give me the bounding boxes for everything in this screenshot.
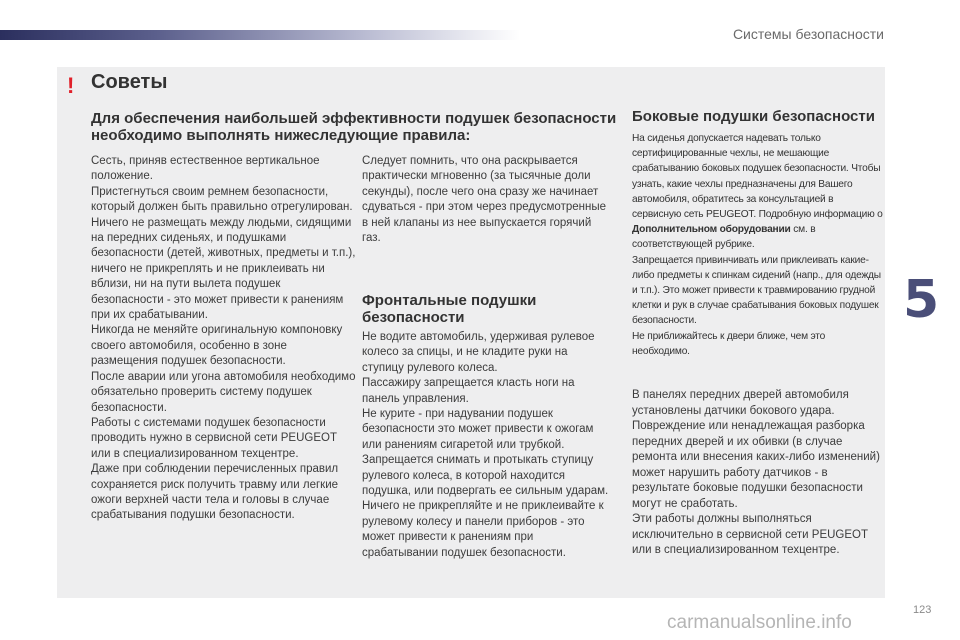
main-heading: Для обеспечения наибольшей эффективности подушек безопасности необходимо выполнять нижеследующие правила: bbox=[91, 110, 617, 144]
page-number: 123 bbox=[913, 604, 932, 616]
accessories-link-text: Дополнительном оборудовании bbox=[632, 224, 791, 236]
panel-title: Советы bbox=[91, 71, 168, 93]
side-text-part-a: На сиденья допускается надевать только сертифицированные чехлы, не мешающие срабатыванию боковых подушек безопасности. Чтобы узнать, какие чехлы предназначены для Вашего автомобиля, обратитесь за консультацией в сервисную сеть PEUGEOT. Подробную информацию о bbox=[632, 133, 883, 221]
frontal-airbags-heading: Фронтальные подушки безопасности bbox=[362, 292, 537, 326]
rules-column-2: Следует помнить, что она раскрывается практически мгновенно (за тысячные доли секунды), после чего она сразу же начинает сдуваться - при этом через предусмотренные в ней клапаны из нее выпускается горячий газ. bbox=[362, 155, 606, 245]
side-text-part-b: см. в соответствующей рубрике. Запрещается привинчивать или приклеивать какие-либо предметы к спинкам сидений (напр., для одежды и т.п.). Это может привести к травмированию грудной клетки и рук в случае срабатывания боковых подушек безопасности. Не приближайтесь к двери ближе, чем это необходимо. bbox=[632, 224, 881, 357]
section-title: Системы безопасности bbox=[732, 26, 884, 42]
side-airbags-heading: Боковые подушки безопасности bbox=[632, 108, 875, 125]
side-airbags-text bbox=[632, 131, 884, 359]
chapter-number: 5 bbox=[903, 270, 940, 330]
rules-column-1: Сесть, приняв естественное вертикальное положение. Пристегнуться своим ремнем безопасности, который должен быть правильно отрегулирован. Ничего не размещать между людьми, сидящими на передних сиденьях, и подушками безопасности (детей, животных, предметы и т.п.), ничего не прикреплять и не приклеивать ни вблизи, ни на пути вылета подушек безопасности - это может привести к ранениям при их срабатывании. Никогда не меняйте оригинальную компоновку своего автомобиля, особенно в зоне размещения подушек безопасности. После аварии или угона автомобиля необходимо обязательно проверить систему подушек безопасности. Работы с системами подушек безопасности проводить нужно в сервисной сети PEUGEOT или в специализированном техцентре. Даже при соблюдении перечисленных правил сохраняется риск получить травму или легкие ожоги верхней части тела и головы в случае срабатывания подушки безопасности. bbox=[91, 155, 356, 522]
watermark: carmanualsonline.info bbox=[667, 612, 852, 633]
warning-icon: ! bbox=[67, 73, 75, 98]
side-sensors-text: В панелях передних дверей автомобиля установлены датчики бокового удара. Повреждение или ненадлежащая разборка передних дверей и их обивки (в случае ремонта или внесения каких-либо изменений) может нарушить работу датчиков - в результате боковые подушки безопасности могут не сработать. Эти работы должны выполняться исключительно в сервисной сети PEUGEOT или в специализированном техцентре. bbox=[632, 389, 880, 556]
header-gradient-bar bbox=[0, 30, 520, 40]
frontal-airbags-text: Не водите автомобиль, удерживая рулевое колесо за спицы, и не кладите руки на ступицу рулевого колеса. Пассажиру запрещается класть ноги на панель управления. Не курите - при надувании подушек безопасности это может привести к ожогам или ранениям сигаретой или трубкой. Запрещается снимать и протыкать ступицу рулевого колеса, в которой находится подушка, или подвергать ее сильным ударам. Ничего не прикрепляйте и не приклеивайте к рулевому колесу и панели приборов - это может привести к ранениям при срабатывании подушек безопасности. bbox=[362, 331, 609, 559]
